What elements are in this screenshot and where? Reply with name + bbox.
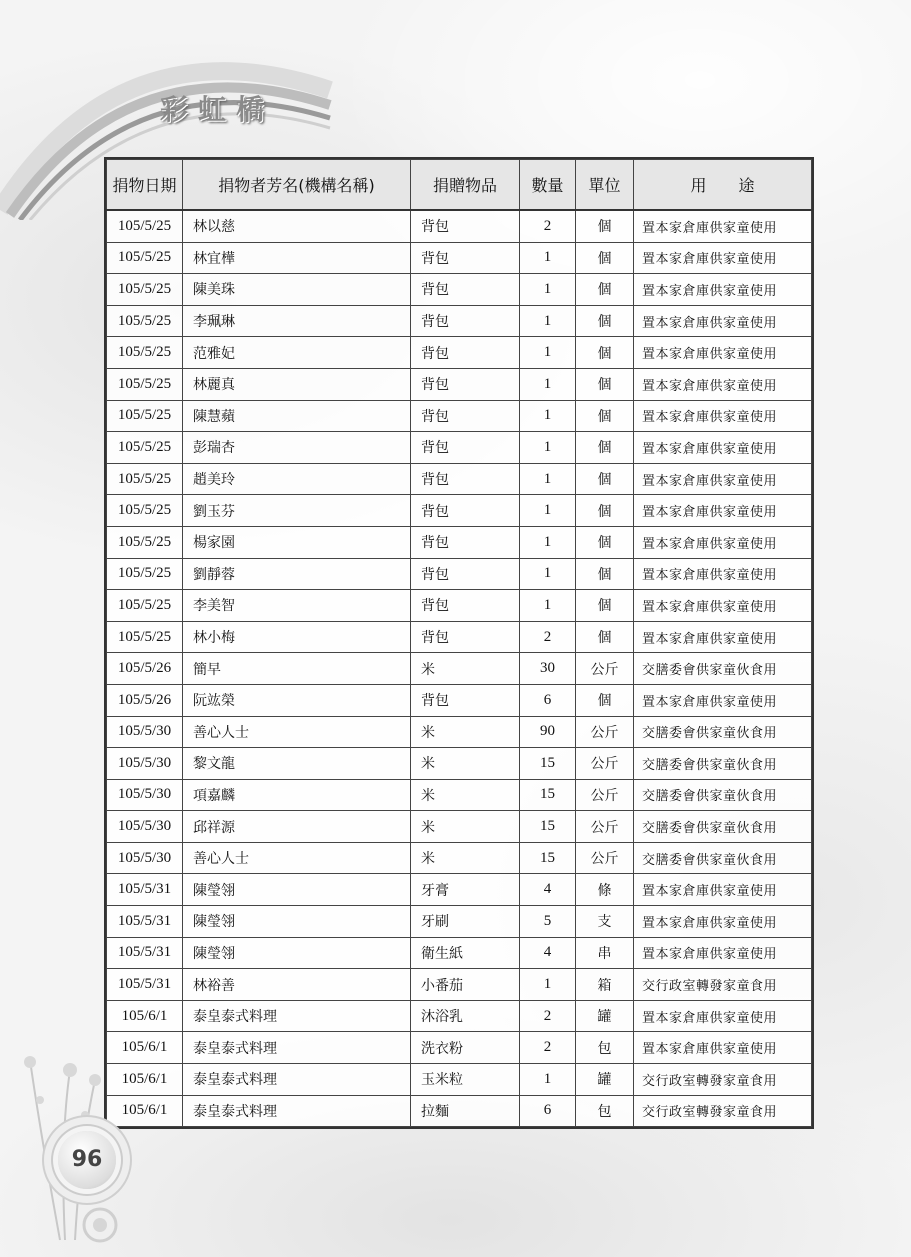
purpose-cell: 置本家倉庫供家童使用	[634, 1000, 812, 1032]
quantity-cell: 1	[520, 337, 576, 369]
donation-date-cell: 105/5/31	[107, 874, 183, 906]
donor-name-cell: 阮竑榮	[183, 684, 411, 716]
donation-date-cell: 105/5/31	[107, 937, 183, 969]
purpose-cell: 交膳委會供家童伙食用	[634, 779, 812, 811]
donor-name-cell: 邱祥源	[183, 811, 411, 843]
unit-cell: 個	[576, 495, 634, 527]
purpose-cell: 交膳委會供家童伙食用	[634, 716, 812, 748]
unit-cell: 包	[576, 1032, 634, 1064]
table-row	[107, 621, 812, 653]
header-date: 捐物日期	[107, 160, 183, 211]
quantity-cell: 1	[520, 1064, 576, 1096]
donation-date-cell: 105/5/25	[107, 463, 183, 495]
quantity-cell: 1	[520, 400, 576, 432]
donor-name-cell: 趙美玲	[183, 463, 411, 495]
donation-date-cell: 105/6/1	[107, 1095, 183, 1127]
donor-name-cell: 泰皇泰式料理	[183, 1000, 411, 1032]
donated-item-cell: 米	[411, 748, 520, 780]
table-row	[107, 558, 812, 590]
donor-name-cell: 簡早	[183, 653, 411, 685]
quantity-cell: 6	[520, 1095, 576, 1127]
table-row	[107, 1032, 812, 1064]
purpose-cell: 交膳委會供家童伙食用	[634, 842, 812, 874]
table-row	[107, 716, 812, 748]
donation-date-cell: 105/6/1	[107, 1000, 183, 1032]
table-header-row	[107, 160, 812, 211]
quantity-cell: 15	[520, 811, 576, 843]
purpose-cell: 置本家倉庫供家童使用	[634, 684, 812, 716]
donated-item-cell: 衛生紙	[411, 937, 520, 969]
quantity-cell: 1	[520, 526, 576, 558]
unit-cell: 支	[576, 906, 634, 938]
unit-cell: 條	[576, 874, 634, 906]
donor-name-cell: 善心人士	[183, 716, 411, 748]
quantity-cell: 1	[520, 242, 576, 274]
table-row	[107, 653, 812, 685]
unit-cell: 公斤	[576, 748, 634, 780]
quantity-cell: 1	[520, 274, 576, 306]
purpose-cell: 置本家倉庫供家童使用	[634, 590, 812, 622]
quantity-cell: 15	[520, 842, 576, 874]
unit-cell: 個	[576, 590, 634, 622]
donor-name-cell: 黎文龍	[183, 748, 411, 780]
unit-cell: 箱	[576, 969, 634, 1001]
donated-item-cell: 牙膏	[411, 874, 520, 906]
table-row	[107, 874, 812, 906]
purpose-cell: 交膳委會供家童伙食用	[634, 653, 812, 685]
unit-cell: 公斤	[576, 716, 634, 748]
table-body	[107, 210, 812, 1127]
header-title: 彩虹橋	[160, 93, 275, 126]
purpose-cell: 置本家倉庫供家童使用	[634, 495, 812, 527]
donation-date-cell: 105/6/1	[107, 1032, 183, 1064]
table-row	[107, 906, 812, 938]
donation-date-cell: 105/5/25	[107, 305, 183, 337]
purpose-cell: 置本家倉庫供家童使用	[634, 305, 812, 337]
donor-name-cell: 陳瑩翎	[183, 906, 411, 938]
donated-item-cell: 米	[411, 653, 520, 685]
quantity-cell: 30	[520, 653, 576, 685]
donor-name-cell: 項嘉麟	[183, 779, 411, 811]
unit-cell: 個	[576, 305, 634, 337]
donation-date-cell: 105/5/30	[107, 748, 183, 780]
quantity-cell: 2	[520, 1032, 576, 1064]
table-row	[107, 969, 812, 1001]
donation-table-container	[104, 157, 814, 1129]
unit-cell: 個	[576, 242, 634, 274]
donor-name-cell: 李珮琳	[183, 305, 411, 337]
header-quantity: 數量	[520, 160, 576, 211]
table-row	[107, 368, 812, 400]
quantity-cell: 1	[520, 590, 576, 622]
unit-cell: 包	[576, 1095, 634, 1127]
table-row	[107, 210, 812, 242]
table-row	[107, 779, 812, 811]
purpose-cell: 交膳委會供家童伙食用	[634, 748, 812, 780]
donor-name-cell: 林裕善	[183, 969, 411, 1001]
quantity-cell: 1	[520, 463, 576, 495]
purpose-cell: 置本家倉庫供家童使用	[634, 432, 812, 464]
donation-date-cell: 105/5/26	[107, 653, 183, 685]
unit-cell: 個	[576, 526, 634, 558]
quantity-cell: 15	[520, 779, 576, 811]
donated-item-cell: 背包	[411, 621, 520, 653]
quantity-cell: 4	[520, 937, 576, 969]
purpose-cell: 交行政室轉發家童食用	[634, 1064, 812, 1096]
table-row	[107, 274, 812, 306]
table-row	[107, 590, 812, 622]
donated-item-cell: 米	[411, 811, 520, 843]
unit-cell: 串	[576, 937, 634, 969]
donor-name-cell: 泰皇泰式料理	[183, 1064, 411, 1096]
purpose-cell: 置本家倉庫供家童使用	[634, 558, 812, 590]
purpose-cell: 置本家倉庫供家童使用	[634, 210, 812, 242]
donation-date-cell: 105/5/25	[107, 590, 183, 622]
donor-name-cell: 范雅妃	[183, 337, 411, 369]
donation-date-cell: 105/5/25	[107, 210, 183, 242]
unit-cell: 個	[576, 337, 634, 369]
table-row	[107, 1064, 812, 1096]
table-row	[107, 242, 812, 274]
quantity-cell: 6	[520, 684, 576, 716]
page-number: 96	[58, 1131, 116, 1189]
quantity-cell: 5	[520, 906, 576, 938]
donation-date-cell: 105/5/25	[107, 432, 183, 464]
donation-date-cell: 105/5/25	[107, 400, 183, 432]
donor-name-cell: 林以慈	[183, 210, 411, 242]
donation-date-cell: 105/5/25	[107, 495, 183, 527]
unit-cell: 個	[576, 210, 634, 242]
purpose-cell: 置本家倉庫供家童使用	[634, 526, 812, 558]
donation-date-cell: 105/5/25	[107, 368, 183, 400]
donation-date-cell: 105/6/1	[107, 1064, 183, 1096]
table-row	[107, 811, 812, 843]
header-unit: 單位	[576, 160, 634, 211]
donated-item-cell: 拉麵	[411, 1095, 520, 1127]
donation-date-cell: 105/5/30	[107, 716, 183, 748]
donated-item-cell: 小番茄	[411, 969, 520, 1001]
donated-item-cell: 背包	[411, 210, 520, 242]
donation-date-cell: 105/5/25	[107, 526, 183, 558]
quantity-cell: 4	[520, 874, 576, 906]
unit-cell: 個	[576, 432, 634, 464]
unit-cell: 個	[576, 684, 634, 716]
quantity-cell: 1	[520, 969, 576, 1001]
table-row	[107, 526, 812, 558]
donation-date-cell: 105/5/25	[107, 558, 183, 590]
quantity-cell: 1	[520, 368, 576, 400]
donation-date-cell: 105/5/25	[107, 274, 183, 306]
donor-name-cell: 陳瑩翎	[183, 937, 411, 969]
purpose-cell: 置本家倉庫供家童使用	[634, 874, 812, 906]
purpose-cell: 置本家倉庫供家童使用	[634, 400, 812, 432]
table-row	[107, 337, 812, 369]
donation-date-cell: 105/5/30	[107, 842, 183, 874]
table-row	[107, 842, 812, 874]
header-purpose: 用 途	[634, 160, 812, 211]
unit-cell: 個	[576, 463, 634, 495]
donated-item-cell: 背包	[411, 590, 520, 622]
donor-name-cell: 陳瑩翎	[183, 874, 411, 906]
table-row	[107, 1000, 812, 1032]
donated-item-cell: 沐浴乳	[411, 1000, 520, 1032]
donated-item-cell: 洗衣粉	[411, 1032, 520, 1064]
donor-name-cell: 泰皇泰式料理	[183, 1095, 411, 1127]
table-row	[107, 495, 812, 527]
table-row	[107, 748, 812, 780]
purpose-cell: 置本家倉庫供家童使用	[634, 1032, 812, 1064]
donor-name-cell: 善心人士	[183, 842, 411, 874]
quantity-cell: 2	[520, 1000, 576, 1032]
purpose-cell: 置本家倉庫供家童使用	[634, 242, 812, 274]
donated-item-cell: 牙刷	[411, 906, 520, 938]
donor-name-cell: 林宜樺	[183, 242, 411, 274]
donation-date-cell: 105/5/30	[107, 811, 183, 843]
header-donor-name: 捐物者芳名(機構名稱)	[183, 160, 411, 211]
donated-item-cell: 背包	[411, 305, 520, 337]
donor-name-cell: 泰皇泰式料理	[183, 1032, 411, 1064]
table-row	[107, 463, 812, 495]
unit-cell: 個	[576, 400, 634, 432]
table-row	[107, 400, 812, 432]
donated-item-cell: 背包	[411, 526, 520, 558]
donor-name-cell: 陳美珠	[183, 274, 411, 306]
purpose-cell: 置本家倉庫供家童使用	[634, 463, 812, 495]
donation-date-cell: 105/5/25	[107, 242, 183, 274]
donated-item-cell: 背包	[411, 337, 520, 369]
donation-date-cell: 105/5/25	[107, 337, 183, 369]
quantity-cell: 15	[520, 748, 576, 780]
table-row	[107, 432, 812, 464]
unit-cell: 個	[576, 274, 634, 306]
donor-name-cell: 林麗真	[183, 368, 411, 400]
donor-name-cell: 李美智	[183, 590, 411, 622]
donated-item-cell: 背包	[411, 432, 520, 464]
quantity-cell: 1	[520, 305, 576, 337]
purpose-cell: 置本家倉庫供家童使用	[634, 621, 812, 653]
table-row	[107, 305, 812, 337]
donated-item-cell: 米	[411, 716, 520, 748]
donated-item-cell: 米	[411, 842, 520, 874]
purpose-cell: 置本家倉庫供家童使用	[634, 937, 812, 969]
donation-table	[106, 159, 812, 1127]
donation-date-cell: 105/5/31	[107, 969, 183, 1001]
quantity-cell: 2	[520, 621, 576, 653]
purpose-cell: 置本家倉庫供家童使用	[634, 368, 812, 400]
donated-item-cell: 背包	[411, 400, 520, 432]
donated-item-cell: 背包	[411, 274, 520, 306]
quantity-cell: 2	[520, 210, 576, 242]
unit-cell: 公斤	[576, 842, 634, 874]
purpose-cell: 交膳委會供家童伙食用	[634, 811, 812, 843]
donated-item-cell: 背包	[411, 463, 520, 495]
purpose-cell: 置本家倉庫供家童使用	[634, 906, 812, 938]
quantity-cell: 1	[520, 558, 576, 590]
table-row	[107, 684, 812, 716]
quantity-cell: 1	[520, 432, 576, 464]
table-row	[107, 1095, 812, 1127]
donor-name-cell: 陳慧蘋	[183, 400, 411, 432]
unit-cell: 公斤	[576, 779, 634, 811]
purpose-cell: 交行政室轉發家童食用	[634, 1095, 812, 1127]
unit-cell: 公斤	[576, 811, 634, 843]
donated-item-cell: 米	[411, 779, 520, 811]
unit-cell: 罐	[576, 1000, 634, 1032]
donated-item-cell: 背包	[411, 558, 520, 590]
quantity-cell: 1	[520, 495, 576, 527]
purpose-cell: 置本家倉庫供家童使用	[634, 274, 812, 306]
unit-cell: 罐	[576, 1064, 634, 1096]
quantity-cell: 90	[520, 716, 576, 748]
donor-name-cell: 林小梅	[183, 621, 411, 653]
donor-name-cell: 彭瑞杏	[183, 432, 411, 464]
donated-item-cell: 背包	[411, 368, 520, 400]
donation-date-cell: 105/5/30	[107, 779, 183, 811]
donation-date-cell: 105/5/31	[107, 906, 183, 938]
unit-cell: 個	[576, 368, 634, 400]
donated-item-cell: 背包	[411, 495, 520, 527]
donated-item-cell: 背包	[411, 242, 520, 274]
purpose-cell: 置本家倉庫供家童使用	[634, 337, 812, 369]
header-item: 捐贈物品	[411, 160, 520, 211]
donor-name-cell: 楊家園	[183, 526, 411, 558]
donor-name-cell: 劉玉芬	[183, 495, 411, 527]
donor-name-cell: 劉靜蓉	[183, 558, 411, 590]
donated-item-cell: 背包	[411, 684, 520, 716]
donation-date-cell: 105/5/26	[107, 684, 183, 716]
unit-cell: 公斤	[576, 653, 634, 685]
donation-date-cell: 105/5/25	[107, 621, 183, 653]
table-row	[107, 937, 812, 969]
unit-cell: 個	[576, 558, 634, 590]
purpose-cell: 交行政室轉發家童食用	[634, 969, 812, 1001]
unit-cell: 個	[576, 621, 634, 653]
donated-item-cell: 玉米粒	[411, 1064, 520, 1096]
